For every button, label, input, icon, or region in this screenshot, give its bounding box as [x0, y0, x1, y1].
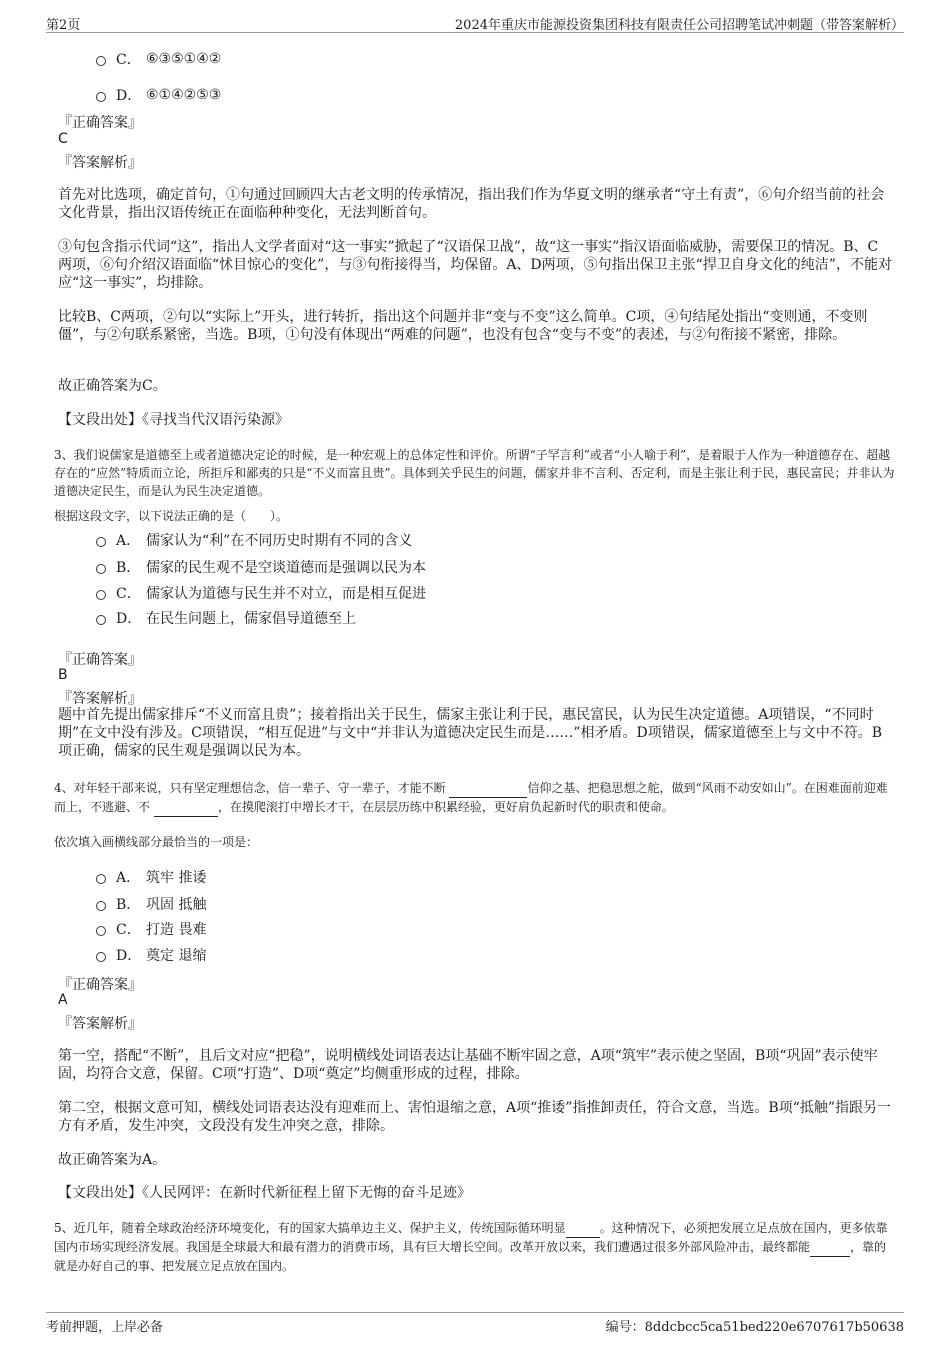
option-a[interactable]: A． 儒家认为“利”在不同历史时期有不同的含义	[96, 530, 412, 550]
option-c[interactable]: C． ⑥③⑤①④②	[96, 49, 221, 69]
question-prompt: 依次填入画横线部分最恰当的一项是：	[54, 835, 259, 849]
document-id: 编号：8ddcbcc5ca51bed220e6707617b50638	[605, 1320, 904, 1335]
option-b[interactable]: B． 巩固 抵触	[96, 894, 206, 914]
footer-divider	[46, 1312, 904, 1313]
question-stem: 4、对年轻干部来说，只有坚定理想信念，信一辈子、守一辈子，才能不断 信仰之基、把稳思想之舵，做到“风雨不动安如山”。在困难面前迎难而上，不逃避、不 ，在摸爬滚打中增长才干，在层层历练中积累经验，更好肩负起新时代的职责和使命。	[54, 779, 896, 817]
document-title: 2024年重庆市能源投资集团科技有限责任公司招聘笔试冲刺题（带答案解析）	[454, 18, 904, 33]
analysis-paragraph: 第二空，根据文意可知，横线处词语表达没有迎难而上、害怕退缩之意，A项“推诿”指推卸责任，符合文意，当选。B项“抵触”指跟另一方有矛盾，发生冲突，文段没有发生冲突之意，排除。	[58, 1100, 892, 1134]
question-stem: 3、我们说儒家是道德至上或者道德决定论的时候，是一种宏观上的总体定性和评价。所谓“子罕言利”或者“小人喻于利”，是着眼于人作为一种道德存在、超越存在的“应然”特质而立论，所拒斥和鄙夷的只是“不义而富且贵”。具体到关乎民生的问题，儒家并非不言利、否定利，而是主张让利于民，惠民富民；并非认为道德决定民生，而是认为民生决定道德。	[54, 448, 895, 498]
answer-label: 『正确答案』	[58, 652, 142, 668]
radio-icon[interactable]	[96, 901, 106, 911]
radio-icon[interactable]	[96, 952, 106, 962]
question-stem: 5、近几年，随着全球政治经济环境变化，有的国家大搞单边主义、保护主义，传统国际循环明显 。这种情况下，必须把发展立足点放在国内，更多依靠国内市场实现经济发展。我国是全球最大和最有潜力的消费市场，具有巨大增长空间。改革开放以来，我们遭遇过很多外部风险冲击，最终都能 ，靠的就是办好自己的事、把发展立足点放在国内。	[54, 1221, 888, 1273]
option-b[interactable]: B． 儒家的民生观不是空谈道德而是强调以民为本	[96, 557, 426, 577]
analysis-label: 『答案解析』	[58, 691, 142, 707]
analysis-conclusion: 故正确答案为C。	[58, 378, 167, 394]
question-prompt: 根据这段文字，以下说法正确的是（ ）。	[54, 509, 289, 523]
analysis-label: 『答案解析』	[58, 155, 142, 171]
answer-value: A	[58, 992, 68, 1008]
analysis-paragraph: ③句包含指示代词“这”，指出人文学者面对“这一事实”掀起了“汉语保卫战”，故“这一事实”指汉语面临威胁，需要保卫的情况。B、C两项，⑥句介绍汉语面临“怵目惊心的变化”，与③句衔接得当，均保留。A、D两项，⑤句指出保卫主张“捍卫自身文化的纯洁”，不能对应“这一事实”，均排除。	[58, 239, 892, 291]
radio-icon[interactable]	[96, 92, 106, 102]
radio-icon[interactable]	[96, 590, 106, 600]
fill-blank	[566, 1219, 600, 1238]
answer-label: 『正确答案』	[58, 977, 142, 993]
source-citation: 【文段出处】《人民网评：在新时代新征程上留下无悔的奋斗足迹》	[58, 1185, 471, 1201]
option-c[interactable]: C． 打造 畏难	[96, 919, 206, 939]
option-d[interactable]: D． 在民生问题上，儒家倡导道德至上	[96, 608, 356, 628]
radio-icon[interactable]	[96, 874, 106, 884]
analysis-paragraph: 比较B、C两项，②句以“实际上”开头，进行转折，指出这个问题并非“变与不变”这么简单。C项，④句结尾处指出“变则通，不变则僵”，与②句联系紧密，当选。B项，①句没有体现出“两难的问题”，也没有包含“变与不变”的表述，与②句衔接不紧密，排除。	[58, 309, 868, 343]
analysis-conclusion: 故正确答案为A。	[58, 1152, 167, 1168]
header-divider	[46, 32, 904, 33]
radio-icon[interactable]	[96, 56, 106, 66]
radio-icon[interactable]	[96, 564, 106, 574]
radio-icon[interactable]	[96, 537, 106, 547]
radio-icon[interactable]	[96, 615, 106, 625]
answer-value: C	[58, 131, 68, 147]
page-number: 第2页	[46, 18, 81, 33]
fill-blank	[810, 1238, 850, 1257]
analysis-paragraph: 首先对比选项，确定首句，①句通过回顾四大古老文明的传承情况，指出我们作为华夏文明的继承者“守土有责”，⑥句介绍当前的社会文化背景，指出汉语传统正在面临种种变化，无法判断首句。	[58, 187, 885, 221]
fill-blank	[449, 779, 527, 798]
answer-value: B	[58, 667, 68, 683]
answer-label: 『正确答案』	[58, 115, 142, 131]
source-citation: 【文段出处】《寻找当代汉语污染源》	[58, 412, 289, 428]
option-a[interactable]: A． 筑牢 推诿	[96, 867, 206, 887]
radio-icon[interactable]	[96, 926, 106, 936]
option-d[interactable]: D． 奠定 退缩	[96, 945, 206, 965]
analysis-paragraph: 题中首先提出儒家排斥“不义而富且贵”；接着指出关于民生，儒家主张让利于民，惠民富民，认为民生决定道德。A项错误，“不同时期”在文中没有涉及。C项错误，“相互促进”与文中“并非认为道德决定民生而是……”相矛盾。D项错误，儒家道德至上与文中不符。B项正确，儒家的民生观是强调以民为本。	[58, 707, 883, 759]
analysis-label: 『答案解析』	[58, 1016, 142, 1032]
option-c[interactable]: C． 儒家认为道德与民生并不对立，而是相互促进	[96, 583, 426, 603]
analysis-paragraph: 第一空，搭配“不断”，且后文对应“把稳”，说明横线处词语表达让基础不断牢固之意，A项“筑牢”表示使之坚固，B项“巩固”表示使牢固，均符合文意，保留。C项“打造”、D项“奠定”均侧重形成的过程，排除。	[58, 1048, 878, 1082]
footer-slogan: 考前押题，上岸必备	[46, 1320, 164, 1335]
fill-blank	[154, 798, 218, 817]
option-d[interactable]: D． ⑥①④②⑤③	[96, 85, 221, 105]
